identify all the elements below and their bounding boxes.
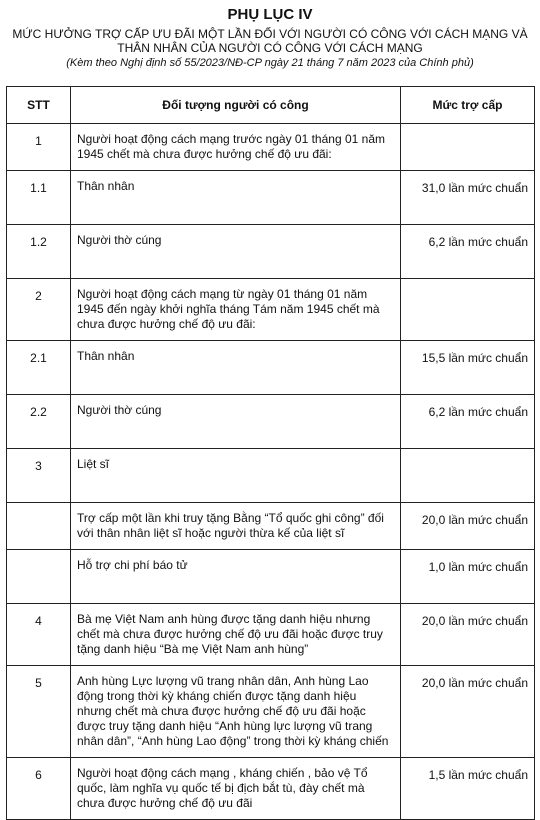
- document-header: [0, 6, 540, 70]
- table-row: [7, 341, 535, 395]
- row-subject: Bà mẹ Việt Nam anh hùng được tặng danh hiệu nhưng chết mà chưa được hưởng chế độ ưu đãi hoặc được truy tặng danh hiệu “Bà mẹ Việt Nam anh hùng”: [71, 604, 401, 666]
- page-subtitle: MỨC HƯỞNG TRỢ CẤP ƯU ĐÃI MỘT LẦN ĐỐI VỚI NGƯỜI CÓ CÔNG VỚI CÁCH MẠNG VÀ THÂN NHÂN CỦA NGƯỜI CÓ CÔNG VỚI CÁCH MẠNG: [12, 27, 528, 55]
- row-stt: 1: [7, 124, 71, 171]
- row-subject: Liệt sĩ: [71, 449, 401, 503]
- row-amount: 15,5 lần mức chuẩn: [401, 341, 535, 395]
- table-row: [7, 279, 535, 341]
- row-amount: [401, 449, 535, 503]
- row-amount: 31,0 lần mức chuẩn: [401, 171, 535, 225]
- row-subject: Anh hùng Lực lượng vũ trang nhân dân, Anh hùng Lao động trong thời kỳ kháng chiến được tặng danh hiệu nhưng chết mà chưa được hưởng chế độ ưu đãi hoặc được truy tặng danh hiệu “Anh hùng lực lượng vũ trang nhân dân”, “Anh hùng Lao động” trong thời kỳ kháng chiến: [71, 666, 401, 758]
- table-row: [7, 225, 535, 279]
- table-row: [7, 503, 535, 550]
- column-header-amount: Mức trợ cấp: [401, 87, 535, 124]
- table-row: [7, 449, 535, 503]
- row-amount: 6,2 lần mức chuẩn: [401, 225, 535, 279]
- table-row: [7, 124, 535, 171]
- row-amount: [401, 124, 535, 171]
- row-stt: 2: [7, 279, 71, 341]
- row-subject: Người hoạt động cách mạng từ ngày 01 tháng 01 năm 1945 đến ngày khởi nghĩa tháng Tám năm 1945 chết mà chưa được hưởng chế độ ưu đãi:: [71, 279, 401, 341]
- row-amount: 1,5 lần mức chuẩn: [401, 758, 535, 820]
- row-stt: [7, 503, 71, 550]
- row-stt: [7, 550, 71, 604]
- row-stt: 2.1: [7, 341, 71, 395]
- row-amount: 6,2 lần mức chuẩn: [401, 395, 535, 449]
- row-stt: 6: [7, 758, 71, 820]
- table-row: [7, 550, 535, 604]
- row-subject: Người thờ cúng: [71, 225, 401, 279]
- row-amount: 20,0 lần mức chuẩn: [401, 503, 535, 550]
- row-stt: 2.2: [7, 395, 71, 449]
- row-subject: Người hoạt động cách mạng , kháng chiến , bảo vệ Tổ quốc, làm nghĩa vụ quốc tế bị địch bắt tù, đày chết mà chưa được hưởng chế độ ưu đãi: [71, 758, 401, 820]
- row-subject: Hỗ trợ chi phí báo tử: [71, 550, 401, 604]
- decree-note: (Kèm theo Nghị định số 55/2023/NĐ-CP ngày 21 tháng 7 năm 2023 của Chính phủ): [66, 57, 474, 69]
- table-row: [7, 604, 535, 666]
- row-amount: 1,0 lần mức chuẩn: [401, 550, 535, 604]
- row-subject: Thân nhân: [71, 171, 401, 225]
- row-stt: 4: [7, 604, 71, 666]
- row-stt: 3: [7, 449, 71, 503]
- table-row: [7, 395, 535, 449]
- row-amount: [401, 279, 535, 341]
- page-title: PHỤ LỤC IV: [227, 6, 313, 23]
- table-row: [7, 666, 535, 758]
- row-subject: Trợ cấp một lần khi truy tặng Bằng “Tổ quốc ghi công” đối với thân nhân liệt sĩ hoặc người thừa kế của liệt sĩ: [71, 503, 401, 550]
- row-amount: 20,0 lần mức chuẩn: [401, 666, 535, 758]
- row-subject: Người hoạt động cách mạng trước ngày 01 tháng 01 năm 1945 chết mà chưa được hưởng chế độ ưu đãi:: [71, 124, 401, 171]
- row-stt: 1.1: [7, 171, 71, 225]
- row-subject: Người thờ cúng: [71, 395, 401, 449]
- table-header-row: [7, 87, 535, 124]
- row-subject: Thân nhân: [71, 341, 401, 395]
- row-amount: 20,0 lần mức chuẩn: [401, 604, 535, 666]
- allowance-table: [6, 86, 535, 820]
- column-header-stt: STT: [7, 87, 71, 124]
- column-header-subject: Đối tượng người có công: [71, 87, 401, 124]
- row-stt: 1.2: [7, 225, 71, 279]
- row-stt: 5: [7, 666, 71, 758]
- table-row: [7, 171, 535, 225]
- table-row: [7, 758, 535, 820]
